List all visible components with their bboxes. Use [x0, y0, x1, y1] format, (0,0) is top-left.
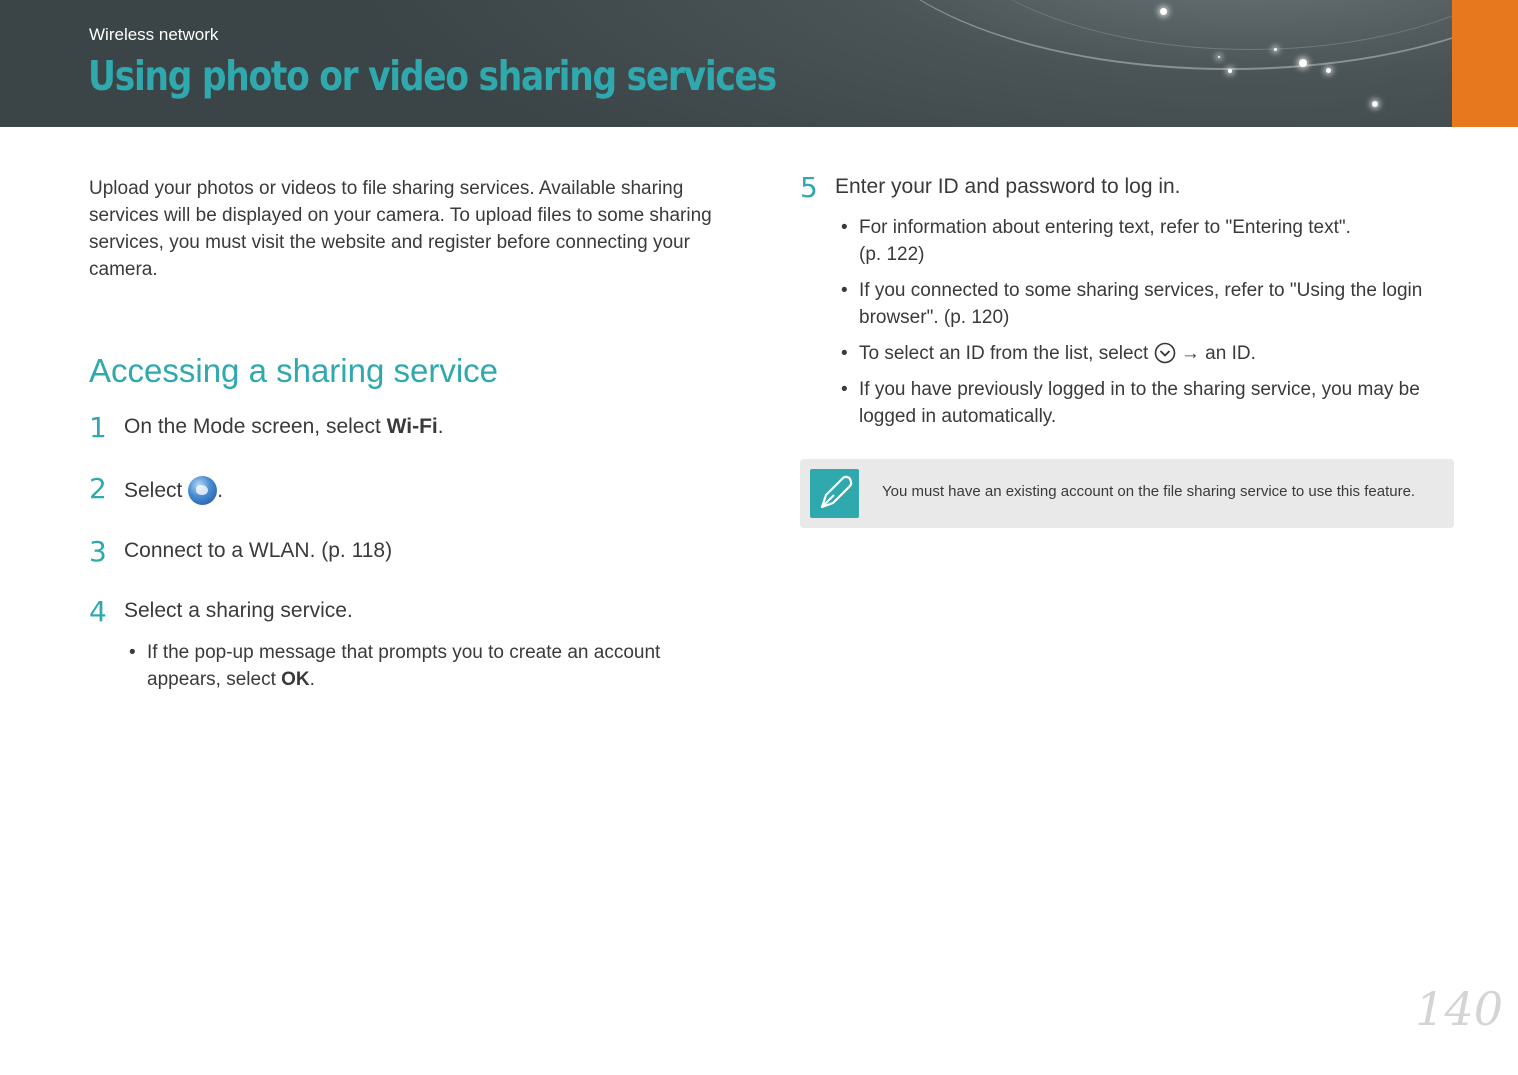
intro-paragraph: Upload your photos or videos to file sharing services. Available sharing services will be displayed on your camera. To upload files to some sharing services, you must visit the website and register before connecting your camera. — [89, 178, 712, 280]
step-number: 3 — [89, 535, 107, 568]
step-number: 1 — [89, 411, 107, 444]
bullet-item: • For information about entering text, refer to "Entering text". (p. 122) — [841, 217, 1351, 265]
step-number: 2 — [89, 472, 107, 505]
note-text: You must have an existing account on the file sharing service to use this feature. — [882, 483, 1416, 500]
page-number: 140 — [1415, 982, 1503, 1036]
step-text: Select . — [124, 476, 223, 505]
step-number: 5 — [800, 171, 818, 204]
pencil-icon — [810, 469, 859, 518]
bullet-item: • If you have previously logged in to the sharing service, you may be logged in automatically. — [841, 379, 1420, 427]
step-number: 4 — [89, 595, 107, 628]
banner-sparkle — [1274, 48, 1277, 51]
globe-icon — [188, 476, 217, 505]
step-text: Select a sharing service. — [124, 599, 353, 622]
wifi-label: Wi-Fi — [386, 415, 438, 438]
ok-label: OK — [281, 669, 310, 690]
bullet-item: • To select an ID from the list, select → an ID. — [841, 343, 1256, 364]
banner-sparkle — [1218, 56, 1220, 58]
banner-sparkle — [1299, 59, 1307, 67]
bullet-item: • If you connected to some sharing services, refer to "Using the login browser". (p. 120) — [841, 280, 1423, 328]
banner-sparkle — [1326, 68, 1331, 73]
note-box — [800, 459, 1454, 528]
section-heading: Accessing a sharing service — [89, 352, 499, 389]
page-title: Using photo or video sharing services — [88, 52, 776, 100]
banner-sparkle — [1228, 69, 1232, 73]
banner-sparkle — [1160, 8, 1167, 15]
chevron-down-circle-icon — [1154, 342, 1176, 364]
step-text: Enter your ID and password to log in. — [835, 175, 1181, 198]
step-text: On the Mode screen, select Wi-Fi. — [124, 415, 444, 438]
step-text: Connect to a WLAN. (p. 118) — [124, 539, 393, 562]
section-label: Wireless network — [89, 25, 219, 44]
chapter-tab — [1452, 0, 1518, 127]
bullet-item: • If the pop-up message that prompts you to create an account appears, select OK. — [129, 642, 661, 690]
banner-sparkle — [1372, 101, 1378, 107]
